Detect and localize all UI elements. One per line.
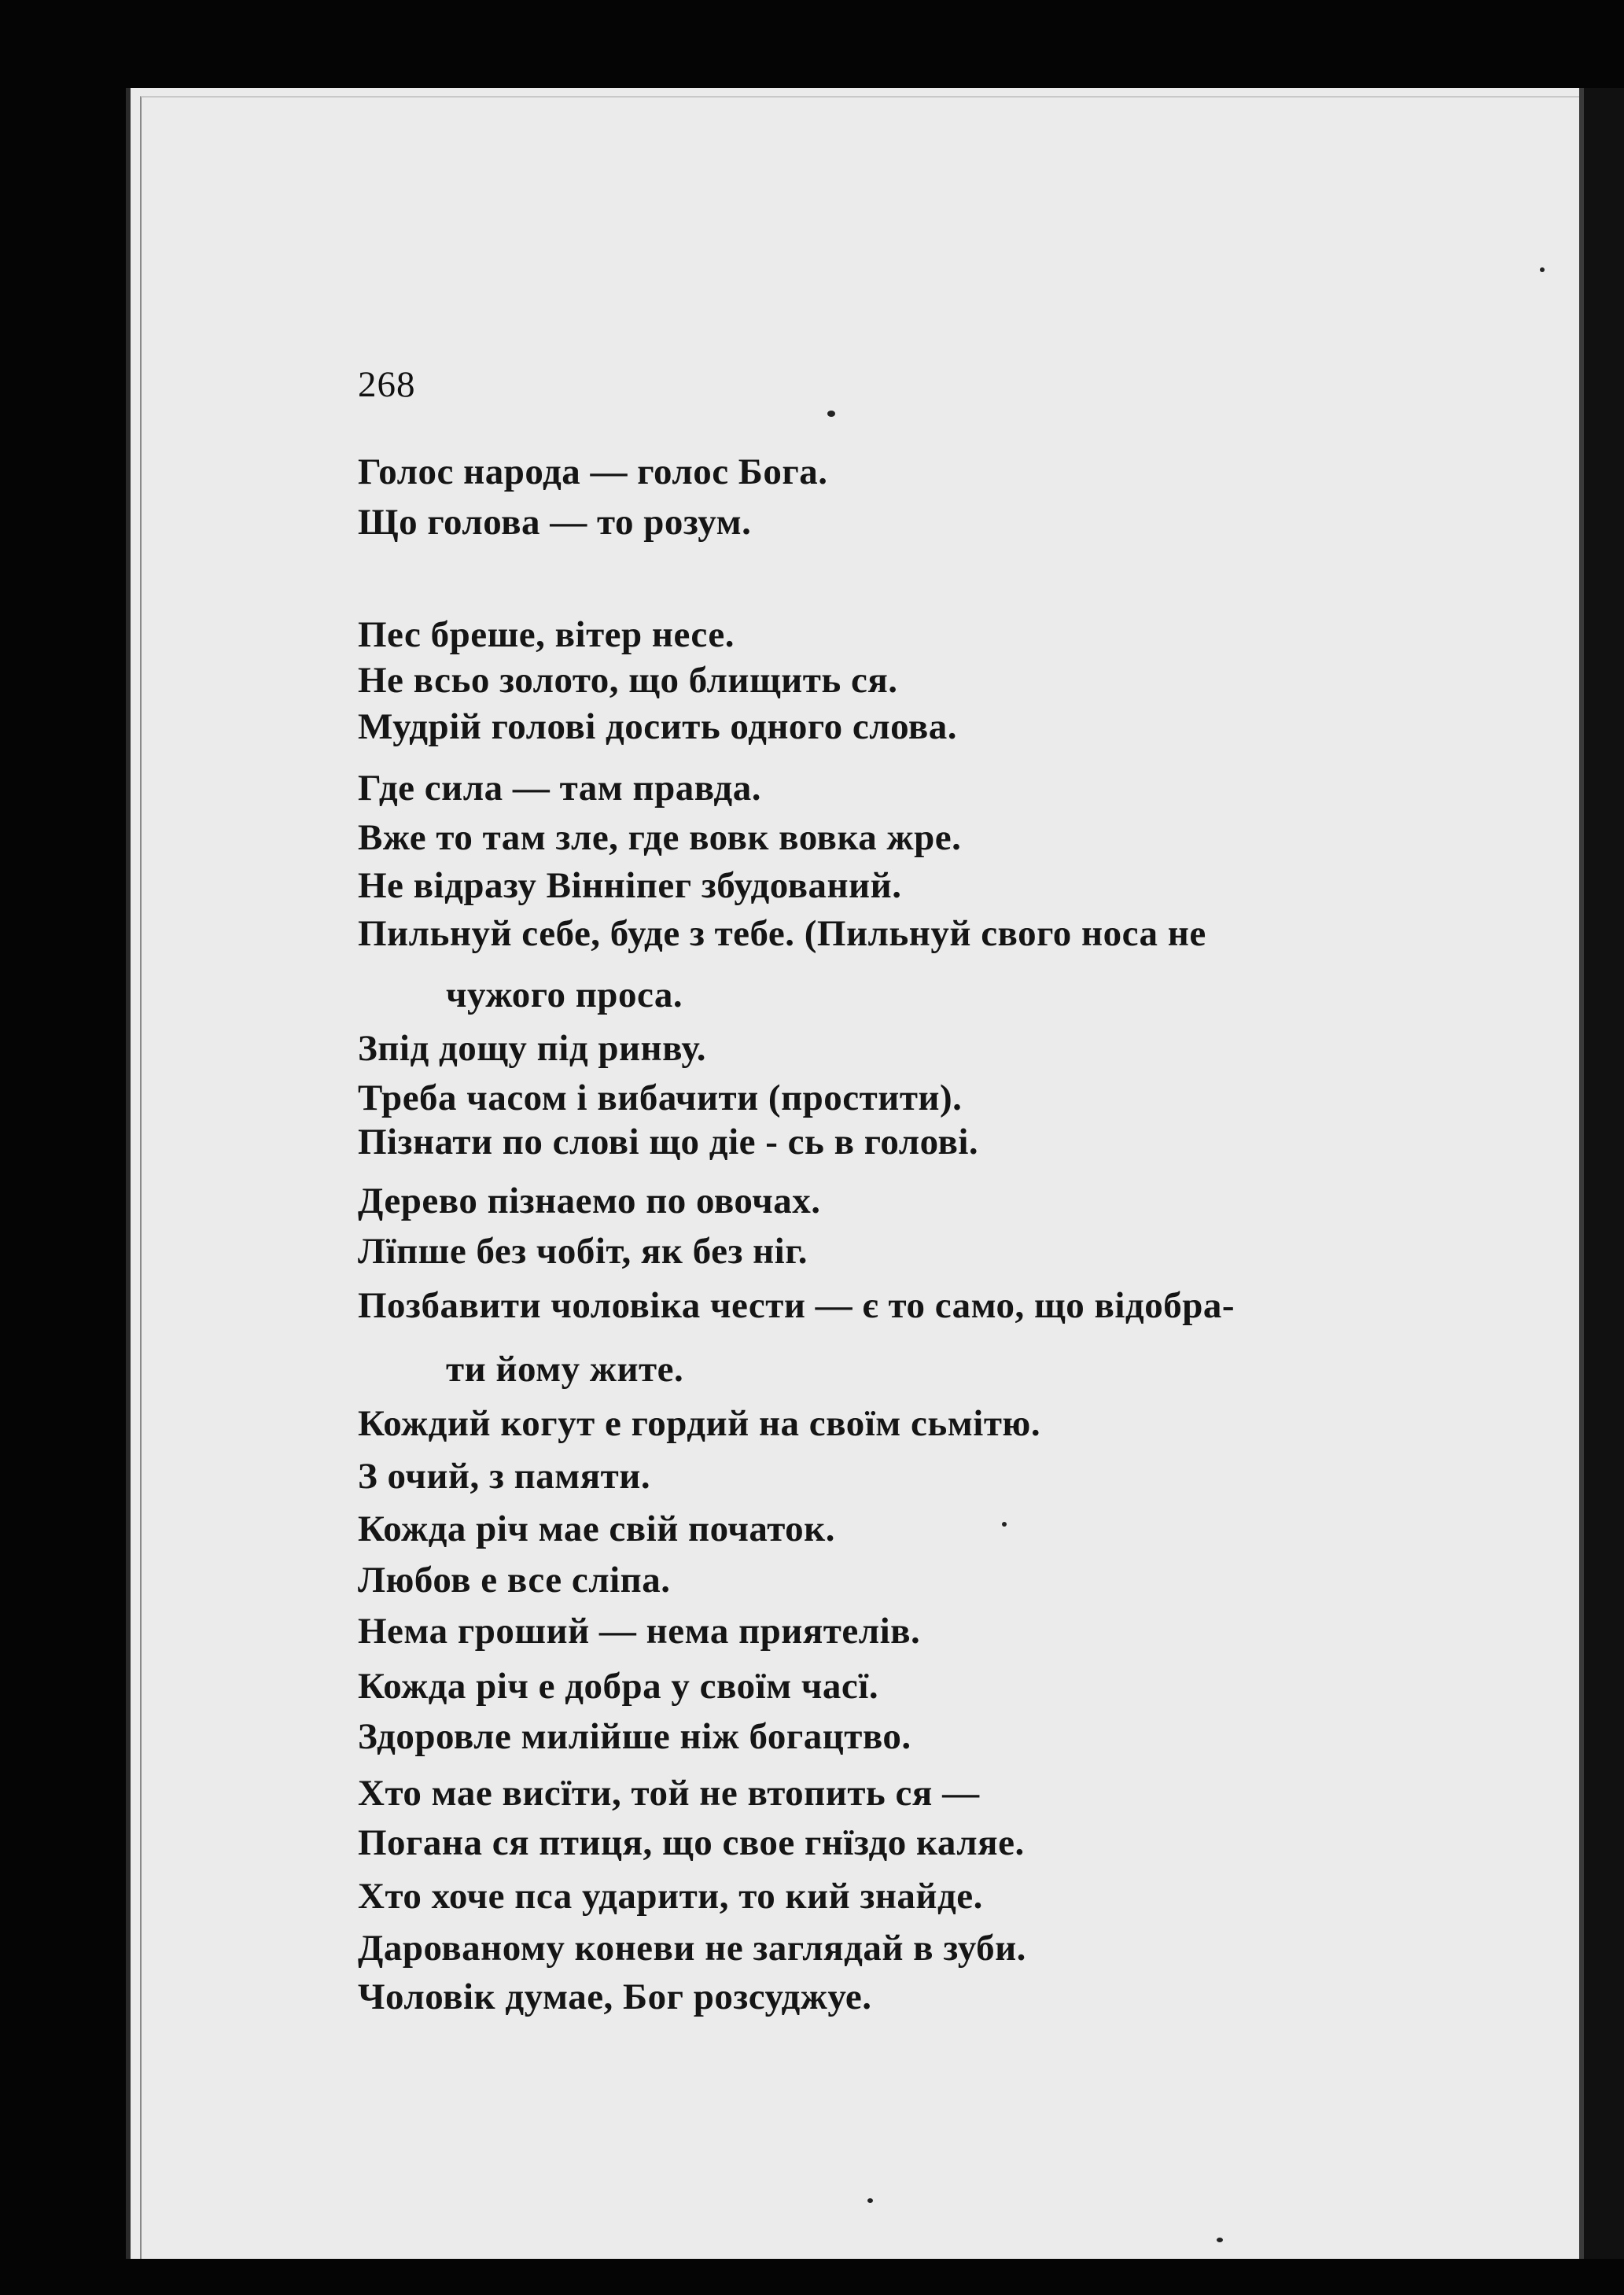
proverb-line: Пізнати по слові що діе - сь в голові.	[358, 1122, 979, 1162]
proverb-line: Мудрій голові досить одного слова.	[358, 706, 958, 747]
proverb-line: Хто мае висїти, той не втопить ся —	[358, 1773, 980, 1814]
proverb-line: Нема гроший — нема приятелів.	[358, 1611, 921, 1652]
proverb-line: Здоровле милійше ніж богацтво.	[358, 1716, 911, 1757]
proverb-line: Кождий когут е гордий на своїм сьмітю.	[358, 1403, 1041, 1444]
proverb-line: Голос народа — голос Бога.	[358, 451, 828, 492]
page-number: 268	[358, 364, 416, 405]
proverb-line: Пес бреше, вітер несе.	[358, 614, 735, 655]
proverb-line: Хто хоче пса ударити, то кий знайде.	[358, 1876, 983, 1917]
proverb-line: Що голова — то розум.	[358, 502, 752, 543]
ink-speck	[1217, 2238, 1223, 2242]
proverb-line-continued: чужого проса.	[446, 974, 683, 1015]
proverb-line: Не всьо золото, що блищить ся.	[358, 660, 898, 701]
proverb-line: Зпід дощу під ринву.	[358, 1028, 706, 1069]
proverb-line: Чоловік думае, Бог розсуджуе.	[358, 1976, 872, 2017]
next-page-border	[1579, 88, 1584, 2259]
proverb-line: Не відразу Вінніпег збудований.	[358, 865, 902, 906]
proverb-line-continued: ти йому жите.	[446, 1349, 684, 1390]
proverb-line: Треба часом і вибачити (простити).	[358, 1078, 963, 1118]
proverb-line: Где сила — там правда.	[358, 768, 761, 809]
proverb-line: Погана ся птиця, що свое гнїздо каляе.	[358, 1822, 1025, 1863]
proverb-line: Кожда річ мае свій початок.	[358, 1509, 836, 1549]
proverb-line: Лїпше без чобіт, як без ніг.	[358, 1231, 808, 1272]
ink-speck	[827, 411, 835, 417]
proverb-line: Любов е все сліпа.	[358, 1560, 671, 1601]
proverb-line: Пильнуй себе, буде з тебе. (Пильнуй свого носа не	[358, 913, 1206, 954]
ink-speck	[1002, 1522, 1007, 1527]
proverb-line: Кожда річ е добра у своїм часї.	[358, 1666, 879, 1707]
proverb-line: З очий, з памяти.	[358, 1456, 651, 1497]
next-page-edge	[1579, 88, 1624, 2259]
ink-speck	[867, 2198, 873, 2203]
proverb-line: Позбавити чоловіка чести — є то само, що відобра-	[358, 1285, 1235, 1326]
proverb-line: Дерево пізнаемо по овочах.	[358, 1181, 821, 1221]
proverb-line: Дарованому коневи не заглядай в зуби.	[358, 1928, 1026, 1969]
proverb-line: Вже то там зле, где вовк вовка жре.	[358, 817, 962, 858]
ink-speck	[1540, 267, 1545, 272]
